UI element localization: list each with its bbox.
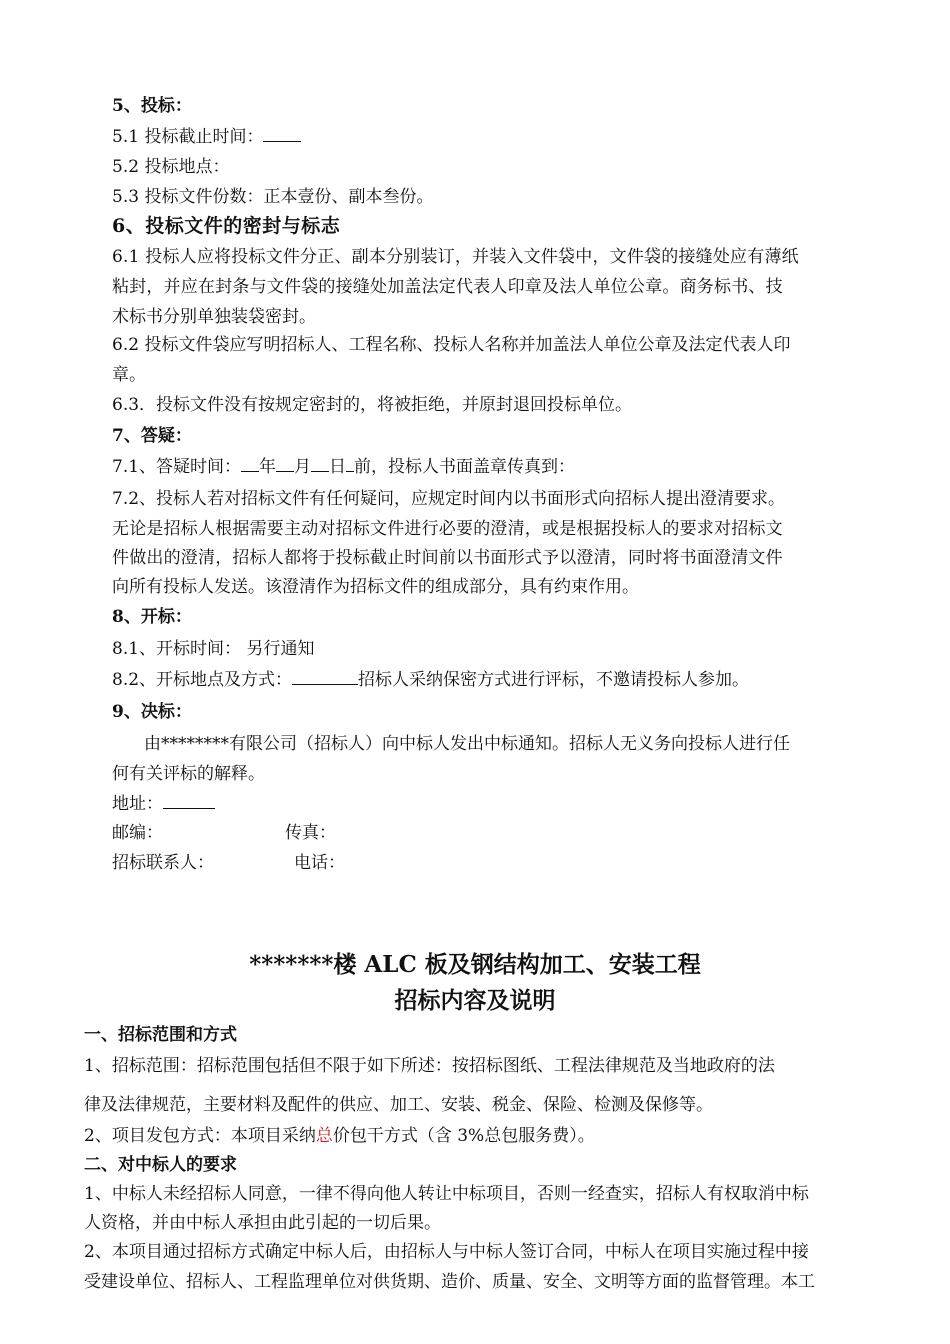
bid-copies-line: 5.3 投标文件份数：正本壹份、副本叁份。 — [112, 187, 434, 207]
blank-underline — [241, 457, 259, 472]
blank-underline — [346, 457, 354, 472]
highlighted-char: 总 — [315, 1126, 333, 1146]
day-label: 日 — [329, 457, 347, 477]
para-7-2-line: 向所有投标人发送。该澄清作为招标文件的组成部分，具有约束作用。 — [112, 577, 639, 597]
bid-deadline-label: 5.1 投标截止时间： — [112, 127, 264, 147]
award-para-line: 何有关评标的解释。 — [112, 764, 265, 784]
document-subtitle: 招标内容及说明 — [394, 987, 556, 1014]
para-6-2-line: 6.2 投标文件袋应写明招标人、工程名称、投标人名称并加盖法人单位公章及法定代表人印 — [112, 335, 791, 355]
qa-time-line — [112, 457, 575, 477]
bid-deadline-line — [112, 127, 301, 147]
blank-underline — [292, 670, 358, 685]
para-6-3-line: 6.3．投标文件没有按规定密封的，将被拒绝，并原封退回投标单位。 — [112, 395, 633, 415]
section-7-heading: 7、答疑： — [112, 426, 192, 446]
address-label: 地址： — [112, 794, 163, 814]
phone-label: 电话： — [294, 853, 345, 873]
postcode-label: 邮编： — [112, 823, 163, 843]
section-8-heading: 8、开标： — [112, 607, 192, 627]
section-5-heading: 5、投标： — [112, 96, 192, 116]
fax-label: 传真： — [285, 823, 336, 843]
para-6-1-line: 粘封，并应在封条与文件袋的接缝处加盖法定代表人印章及法人单位公章。商务标书、技 — [112, 277, 783, 297]
para-7-2-line: 7.2、投标人若对招标文件有任何疑问，应规定时间内以书面形式向招标人提出澄清要求。 — [112, 489, 786, 509]
scope-para-line: 律及法律规范，主要材料及配件的供应、加工、安装、税金、保险、检测及保修等。 — [84, 1095, 713, 1115]
scope-para-line: 1、招标范围：招标范围包括但不限于如下所述：按招标图纸、工程法律规范及当地政府的法 — [84, 1056, 775, 1076]
opening-location-text: 招标人采纳保密方式进行评标，不邀请投标人参加。 — [358, 670, 750, 690]
para-6-1-line: 术标书分别单独装袋密封。 — [112, 307, 316, 327]
opening-time-line: 8.1、开标时间： 另行通知 — [112, 639, 315, 659]
award-para-line: 由********有限公司（招标人）向中标人发出中标通知。招标人无义务向投标人进行任 — [144, 734, 790, 754]
contact-person-label: 招标联系人： — [112, 853, 214, 873]
blank-underline — [263, 127, 301, 142]
requirement-para-line: 受建设单位、招标人、工程监理单位对供货期、造价、质量、安全、文明等方面的监督管理。本工 — [84, 1272, 815, 1292]
para-7-2-line: 件做出的澄清，招标人都将于投标截止时间前以书面形式予以澄清，同时将书面澄清文件 — [112, 548, 783, 568]
opening-location-label: 8.2、开标地点及方式： — [112, 670, 293, 690]
section-6-heading: 6、投标文件的密封与标志 — [112, 215, 341, 237]
month-label: 月 — [294, 457, 312, 477]
para-7-2-line: 无论是招标人根据需要主动对招标文件进行必要的澄清，或是根据投标人的要求对招标文 — [112, 519, 783, 539]
qa-time-label: 7.1、答疑时间： — [112, 457, 242, 477]
blank-underline — [311, 457, 329, 472]
requirement-para-line: 2、本项目通过招标方式确定中标人后，由招标人与中标人签订合同，中标人在项目实施过程中接 — [84, 1242, 809, 1262]
blank-underline — [276, 457, 294, 472]
requirement-para-line: 1、中标人未经招标人同意，一律不得向他人转让中标项目，否则一经查实，招标人有权取消中标 — [84, 1184, 809, 1204]
year-label: 年 — [259, 457, 277, 477]
opening-location-line — [112, 670, 749, 690]
contract-mode-text: 价包干方式（含 3%总包服务费）。 — [332, 1126, 595, 1146]
contract-mode-text: 2、项目发包方式：本项目采纳 — [84, 1126, 316, 1146]
section-9-heading: 9、决标： — [112, 702, 192, 722]
para-6-2-line: 章。 — [112, 365, 146, 385]
section-scope-heading: 一、招标范围和方式 — [84, 1025, 237, 1045]
blank-underline — [163, 794, 215, 809]
qa-time-suffix: 前，投标人书面盖章传真到： — [354, 457, 576, 477]
requirement-para-line: 人资格，并由中标人承担由此引起的一切后果。 — [84, 1213, 441, 1233]
para-6-1-line: 6.1 投标人应将投标文件分正、副本分别装订，并装入文件袋中，文件袋的接缝处应有薄纸 — [112, 247, 799, 267]
address-line — [112, 794, 215, 814]
section-requirements-heading: 二、对中标人的要求 — [84, 1155, 237, 1175]
bid-location-line: 5.2 投标地点： — [112, 157, 230, 177]
contract-mode-line — [84, 1126, 595, 1146]
document-title: *******楼 ALC 板及钢结构加工、安装工程 — [249, 951, 701, 978]
